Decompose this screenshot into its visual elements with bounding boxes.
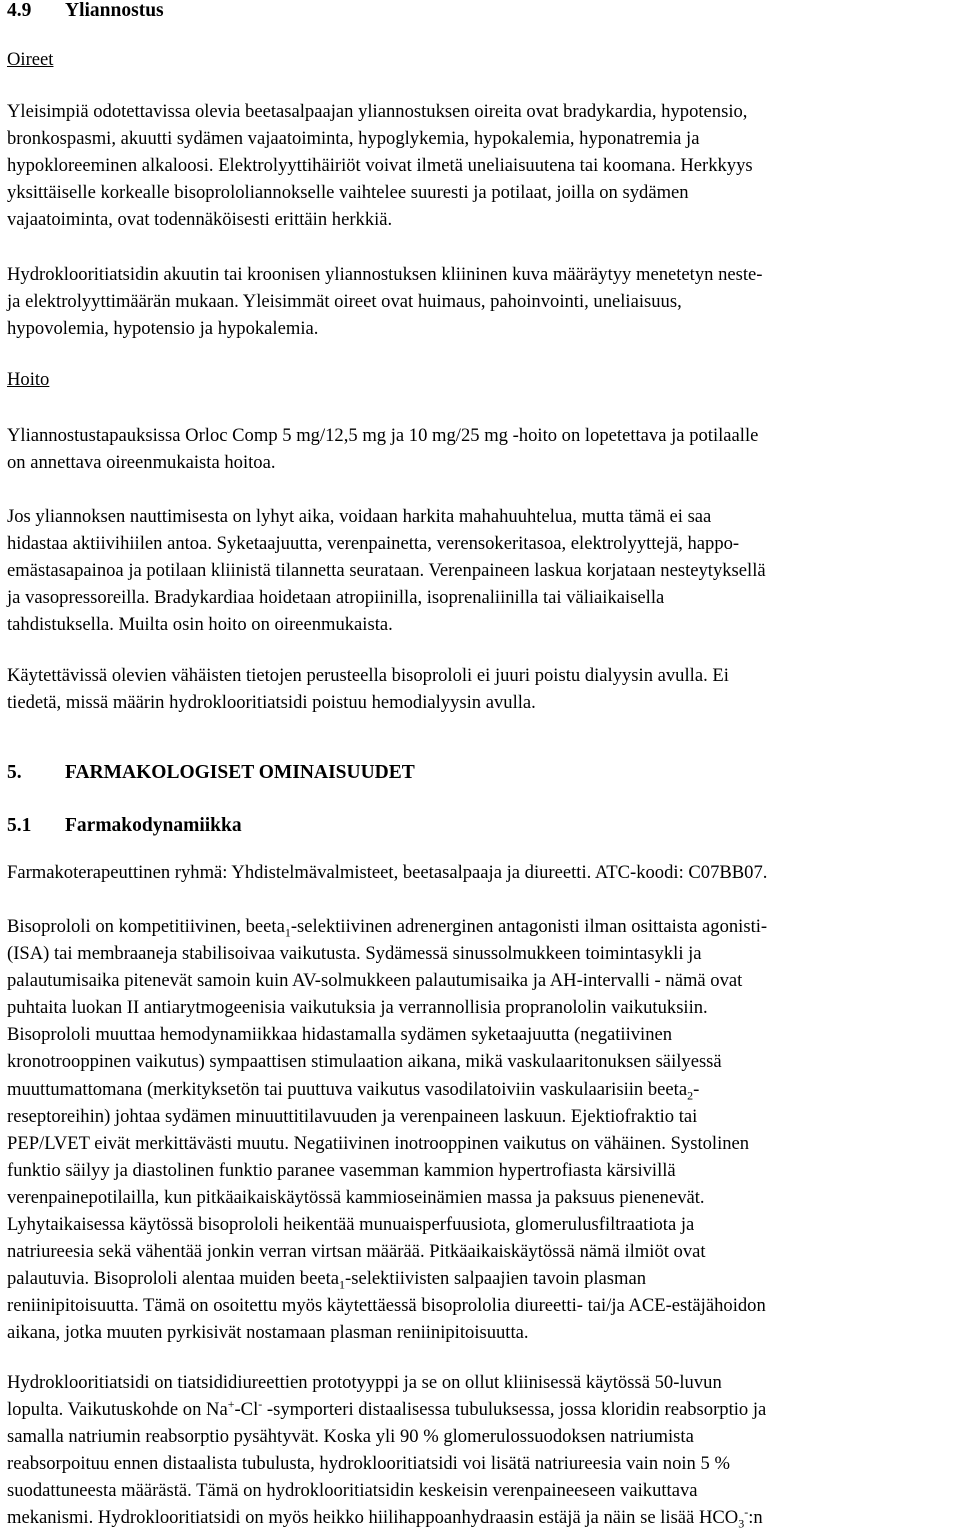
section-4-9-title: Yliannostus bbox=[65, 0, 164, 21]
oireet-paragraph-2: Hydroklooritiatsidin akuutin tai kroonisen yliannostuksen kliininen kuva määräytyy menetetyn neste- ja elektrolyyttimäärän mukaan. Yleisimmät oireet ovat huimaus, pahoinvointi, uneliaisuus, hypovolemia, hypotensio ja hypokalemia. bbox=[7, 264, 763, 340]
hoito-paragraph-1: Yliannostustapauksissa Orloc Comp 5 mg/12,5 mg ja 10 mg/25 mg -hoito on lopetettava ja potilaalle on annettava oireenmukaista hoitoa. bbox=[7, 425, 759, 474]
oireet-paragraph-1: Yleisimpiä odotettavissa olevia beetasalpaajan yliannostuksen oireita ovat bradykardia, hypotensio, bronkospasmi, akuutti sydämen vajaatoiminta, hypoglykemia, hypokalemia, hyponatremia ja hypokloreeminen alkaloosi. Elektrolyyttihäiriöt voivat ilmetä uneliaisuutena tai koomana. Herkkyys yksittäiselle korkealle bisoprololiannokselle vaihtelee suuresti ja potilaat, joilla on sydämen vajaatoiminta, ovat todennäköisesti erittäin herkkiä. bbox=[7, 101, 753, 231]
farmakodynamiikka-paragraph-2: Bisoprololi on kompetitiivinen, beeta$_1$-selektiivinen adrenerginen antagonisti ilman osittaista agonisti- (ISA) tai membraaneja stabilisoivaa vaikutusta. Sydämessä sinussolmukkeen toimintasykli ja palautumisaika pitenevät samoin kuin AV-solmukkeen palautumisaika ja AH-intervalli - nämä ovat puhtaita luokan II antiarytmogeenisia vaikutuksia ja verrannollisia propranololin vaikutuksiin. Bisoprololi muuttaa hemodynamiikkaa hidastamalla sydämen syketaajuutta (negatiivinen kronotrooppinen vaikutus) sympaattisen stimulaation aikana, mikä vaskulaaritonuksen säilyessä muuttumattomana (merkityksetön tai puuttuva vaikutus vasodilatoiviin vaskulaarisiin beeta$_2$- reseptoreihin) johtaa sydämen minuuttitilavuuden ja verenpaineen laskuun. Ejektiofraktio tai PEP/LVET eivät merkittävästi muutu. Negatiivinen inotrooppinen vaikutus on vähäinen. Systolinen funktio säilyy ja diastolinen funktio paranee vasemman kammion hypertrofiasta kärsivillä verenpainepotilailla, kun pitkäaikaiskäytössä kammioseinämien massa ja paksuus pienenevät. Lyhytaikaisessa käytössä bisoprololi heikentää munuaisperfuusiota, glomerulusfiltraatiota ja natriureesia sekä vähentää jonkin verran virtsan määrää. Pitkäaikaiskäytössä nämä ilmiöt ovat palautuvia. Bisoprololi alentaa muiden beeta$_1$-selektiivisten salpaajien tavoin plasman reniinipitoisuutta. Tämä on osoitettu myös käytettäessä bisoprololia diureetti- tai/ja ACE-estäjähoidon aikana, jotka muuten pyrkisivät nostamaan plasman reniinipitoisuutta. bbox=[7, 916, 768, 1344]
hoito-paragraph-2: Jos yliannoksen nauttimisesta on lyhyt aika, voidaan harkita mahahuuhtelua, mutta tämä ei saa hidastaa aktiivihiilen antoa. Syketaajuutta, verenpainetta, verensokeritasoa, elektrolyyttejä, happo- emästasapainoa ja potilaan kliinistä tilannetta seurataan. Verenpaineen laskua korjataan nesteytyksellä ja vasopressoreilla. Bradykardiaa hoidetaan atropiinilla, isoprenaliinilla tai väliaikaisella tahdistuksella. Muilta osin hoito on oireenmukaista. bbox=[7, 506, 766, 636]
section-4-9-heading: 4.9 Yliannostus bbox=[7, 0, 164, 21]
section-5-1-heading: 5.1 Farmakodynamiikka bbox=[7, 815, 242, 836]
farmakodynamiikka-paragraph-3: Hydroklooritiatsidi on tiatsididiureettien prototyyppi ja se on ollut kliinisessä käytössä 50-luvun lopulta. Vaikutuskohde on Na+-Cl- -symporteri distaalisessa tubuluksessa, jossa kloridin reabsorptio ja samalla natriumin reabsorptio pysähtyvät. Koska yli 90 % glomerulossuodoksen natriumista reabsorpoituu ennen distaalista tubulusta, hydroklooritiatsidi voi lisätä natriureesia vain noin 5 % suodattuneesta määrästä. Tämä on hydroklooritiatsidin keskeisin verenpaineeseen vaikuttava mekanismi. Hydroklooritiatsidi on myös heikko hiilihappoanhydraasin estäjä ja näin se lisää $HCO_3^-:n$ bbox=[7, 1372, 767, 1532]
oireet-subheading: Oireet bbox=[7, 49, 54, 70]
section-5-1-title: Farmakodynamiikka bbox=[65, 815, 242, 836]
section-5-title: FARMAKOLOGISET OMINAISUUDET bbox=[65, 762, 415, 783]
hoito-paragraph-3: Käytettävissä olevien vähäisten tietojen perusteella bisoprololi ei juuri poistu dialyysin avulla. Ei tiedetä, missä määrin hydroklooritiatsidi poistuu hemodialyysin avulla. bbox=[7, 665, 729, 714]
hoito-subheading: Hoito bbox=[7, 369, 50, 390]
section-5-heading: 5. FARMAKOLOGISET OMINAISUUDET bbox=[7, 762, 415, 783]
farmakodynamiikka-paragraph-1: Farmakoterapeuttinen ryhmä: Yhdistelmävalmisteet, beetasalpaaja ja diureetti. ATC-koodi: C07BB07. bbox=[7, 862, 768, 883]
